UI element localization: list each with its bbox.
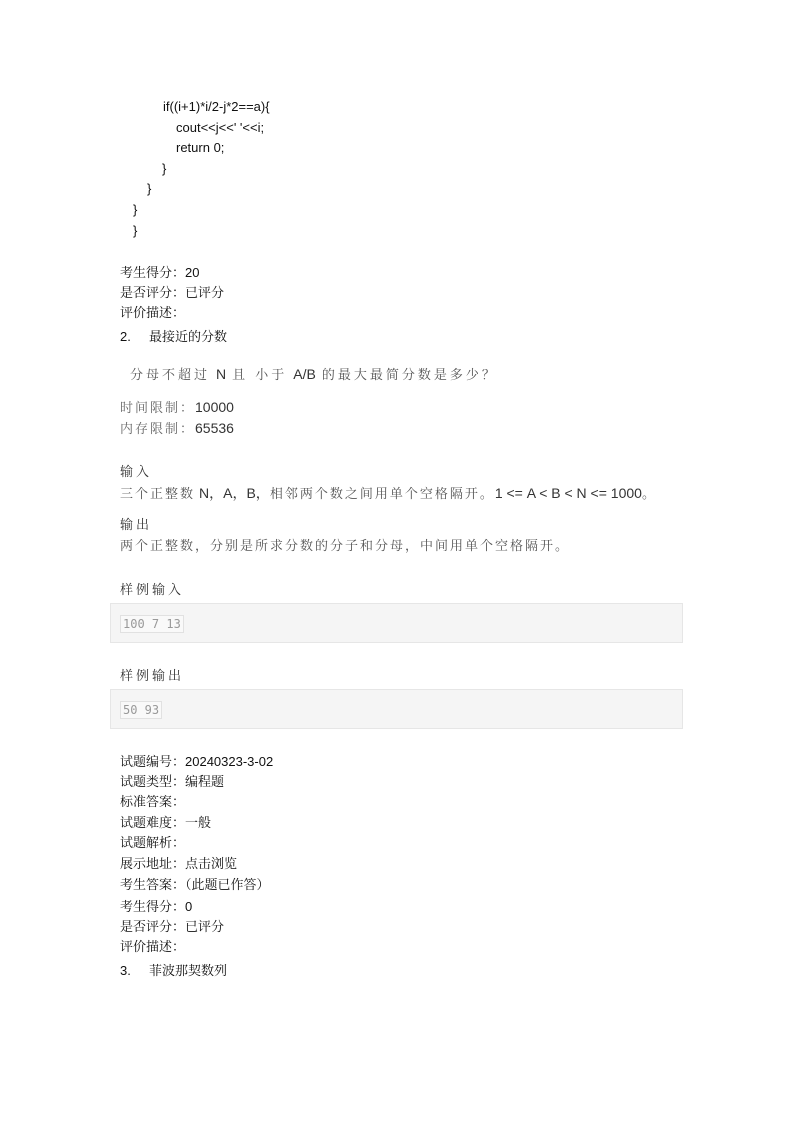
display-link[interactable]: 点击浏览: [185, 857, 238, 872]
question-difficulty: 试题难度：一般: [120, 816, 212, 831]
sample-input-box: [110, 603, 683, 643]
question-title: 2. 最接近的分数: [120, 329, 228, 345]
display-address: 展示地址：点击浏览: [120, 857, 238, 872]
code-line: }: [133, 202, 138, 217]
sample-output-heading: 样例输出: [120, 669, 185, 684]
q2-score: 考生得分：0: [120, 899, 193, 915]
code-line: }: [147, 181, 152, 196]
memory-limit: 内存限制：65536: [120, 420, 234, 437]
candidate-answer: 考生答案：（此题已作答）: [120, 878, 270, 893]
time-limit: 时间限制：10000: [120, 399, 234, 416]
q1-comment: 评价描述：: [120, 306, 186, 321]
question-title: 3. 菲波那契数列: [120, 963, 228, 979]
q2-graded: 是否评分：已评分: [120, 920, 225, 935]
input-heading: 输入: [120, 465, 153, 480]
sample-input-code: 100 7 13: [120, 615, 184, 633]
code-line: }: [162, 161, 167, 176]
code-line: if((i+1)*i/2-j*2==a){: [163, 99, 270, 114]
standard-answer: 标准答案：: [120, 795, 186, 810]
code-line: cout<<j<<' '<<i;: [176, 120, 265, 135]
code-line: return 0;: [176, 140, 225, 155]
q2-comment: 评价描述：: [120, 940, 186, 955]
input-description: 三个正整数 N，A，B，相邻两个数之间用单个空格隔开。1 <= A < B < N <= 1000。: [120, 485, 657, 502]
code-line: }: [133, 223, 138, 238]
question-description: 分母不超过 N 且 小于 A/B 的最大最简分数是多少？: [130, 366, 498, 383]
question-type: 试题类型：编程题: [120, 775, 225, 790]
sample-output-code: 50 93: [120, 701, 162, 719]
question-analysis: 试题解析：: [120, 836, 186, 851]
sample-input-heading: 样例输入: [120, 583, 185, 598]
output-description: 两个正整数，分别是所求分数的分子和分母，中间用单个空格隔开。: [120, 539, 571, 554]
q1-score: 考生得分：20: [120, 265, 200, 281]
output-heading: 输出: [120, 518, 153, 533]
question-id: 试题编号：20240323-3-02: [120, 754, 274, 770]
sample-output-box: [110, 689, 683, 729]
q1-graded: 是否评分：已评分: [120, 286, 225, 301]
